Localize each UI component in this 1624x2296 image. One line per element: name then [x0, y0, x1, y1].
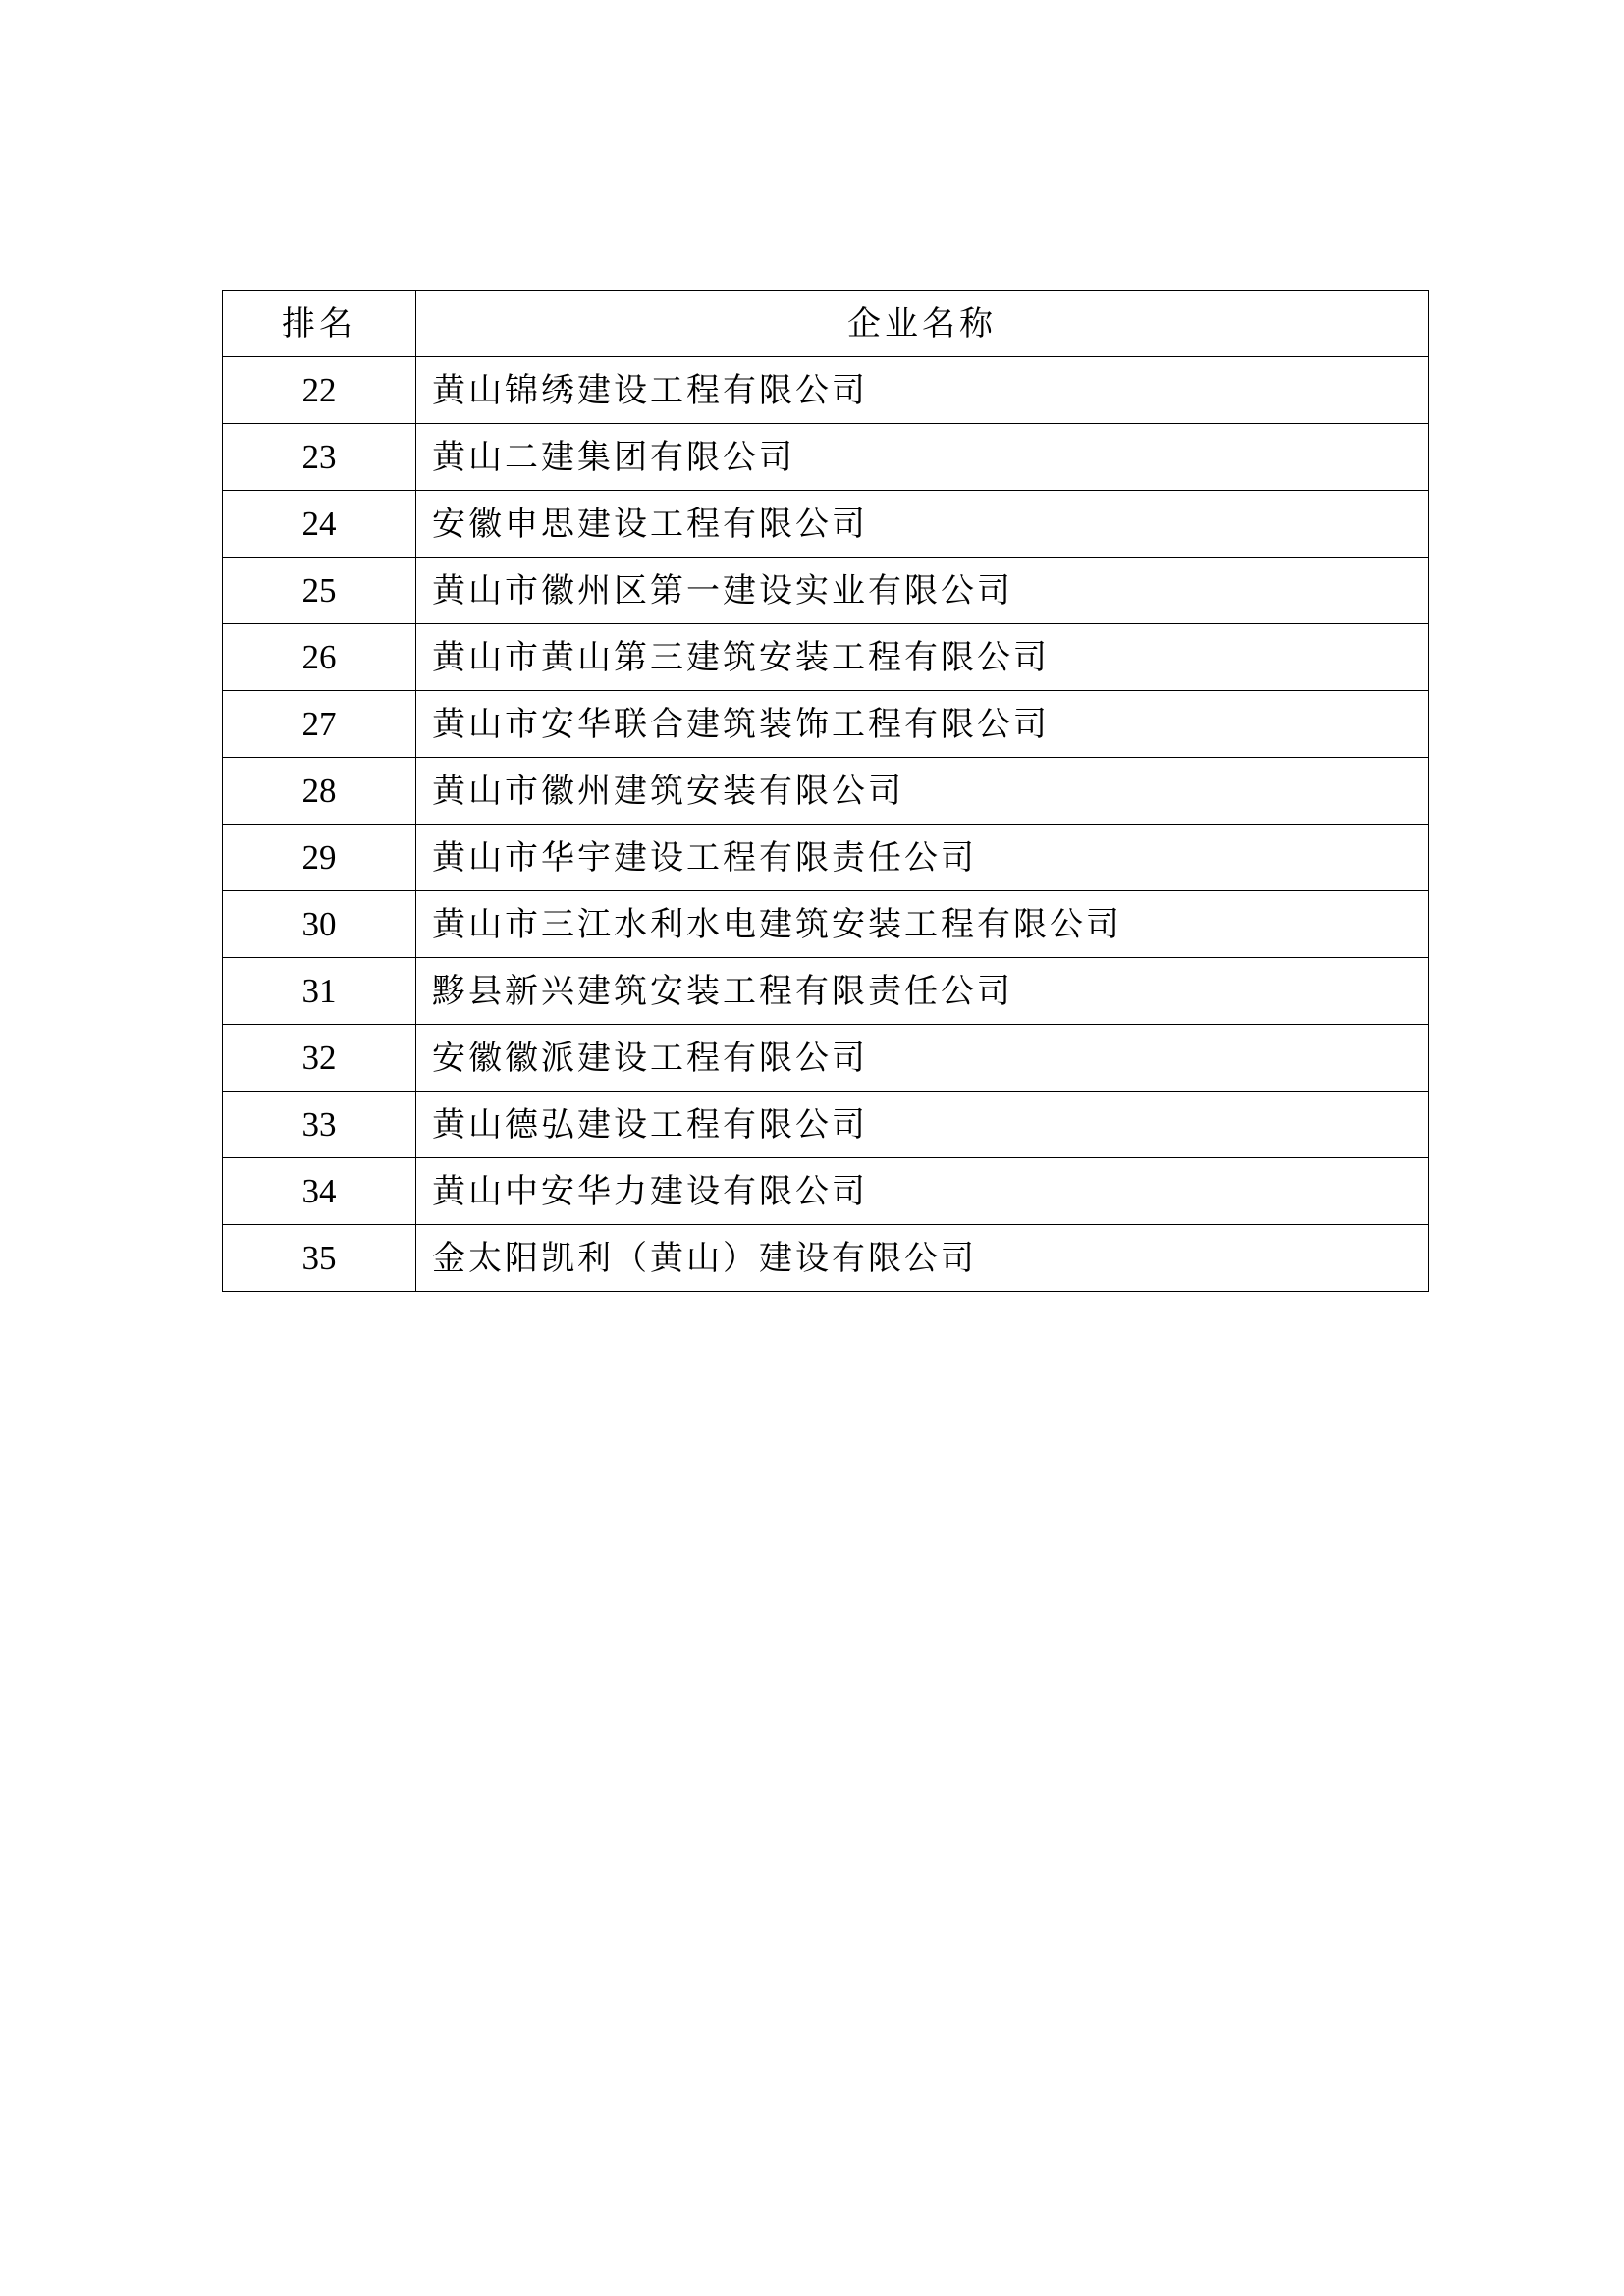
company-name-cell: 黄山中安华力建设有限公司 — [416, 1158, 1429, 1225]
rank-cell: 31 — [223, 958, 416, 1025]
company-name-cell: 黄山锦绣建设工程有限公司 — [416, 357, 1429, 424]
table-header-row — [223, 291, 1429, 357]
header-company-name: 企业名称 — [416, 291, 1429, 357]
table-row — [223, 825, 1429, 891]
table-row — [223, 491, 1429, 558]
rank-cell: 26 — [223, 624, 416, 691]
rank-cell: 32 — [223, 1025, 416, 1092]
table-row — [223, 424, 1429, 491]
table-row — [223, 624, 1429, 691]
rank-cell: 34 — [223, 1158, 416, 1225]
company-name-cell: 黄山二建集团有限公司 — [416, 424, 1429, 491]
company-name-cell: 金太阳凯利（黄山）建设有限公司 — [416, 1225, 1429, 1292]
rank-cell: 28 — [223, 758, 416, 825]
company-name-cell: 黄山市华宇建设工程有限责任公司 — [416, 825, 1429, 891]
rank-cell: 29 — [223, 825, 416, 891]
table-row — [223, 1025, 1429, 1092]
table-row — [223, 691, 1429, 758]
rank-cell: 22 — [223, 357, 416, 424]
company-name-cell: 黄山市安华联合建筑装饰工程有限公司 — [416, 691, 1429, 758]
company-name-cell: 安徽申思建设工程有限公司 — [416, 491, 1429, 558]
ranking-table — [222, 290, 1429, 1292]
table-row — [223, 958, 1429, 1025]
rank-cell: 35 — [223, 1225, 416, 1292]
rank-cell: 25 — [223, 558, 416, 624]
table-row — [223, 1158, 1429, 1225]
company-name-cell: 安徽徽派建设工程有限公司 — [416, 1025, 1429, 1092]
rank-cell: 33 — [223, 1092, 416, 1158]
company-name-cell: 黄山市徽州区第一建设实业有限公司 — [416, 558, 1429, 624]
company-name-cell: 黄山德弘建设工程有限公司 — [416, 1092, 1429, 1158]
table-row — [223, 558, 1429, 624]
company-name-cell: 黄山市黄山第三建筑安装工程有限公司 — [416, 624, 1429, 691]
header-rank: 排名 — [223, 291, 416, 357]
company-name-cell: 黟县新兴建筑安装工程有限责任公司 — [416, 958, 1429, 1025]
table-row — [223, 357, 1429, 424]
rank-cell: 27 — [223, 691, 416, 758]
table-row — [223, 1092, 1429, 1158]
rank-cell: 23 — [223, 424, 416, 491]
table-row — [223, 758, 1429, 825]
rank-cell: 24 — [223, 491, 416, 558]
table-row — [223, 1225, 1429, 1292]
table-row — [223, 891, 1429, 958]
rank-cell: 30 — [223, 891, 416, 958]
company-name-cell: 黄山市徽州建筑安装有限公司 — [416, 758, 1429, 825]
company-name-cell: 黄山市三江水利水电建筑安装工程有限公司 — [416, 891, 1429, 958]
